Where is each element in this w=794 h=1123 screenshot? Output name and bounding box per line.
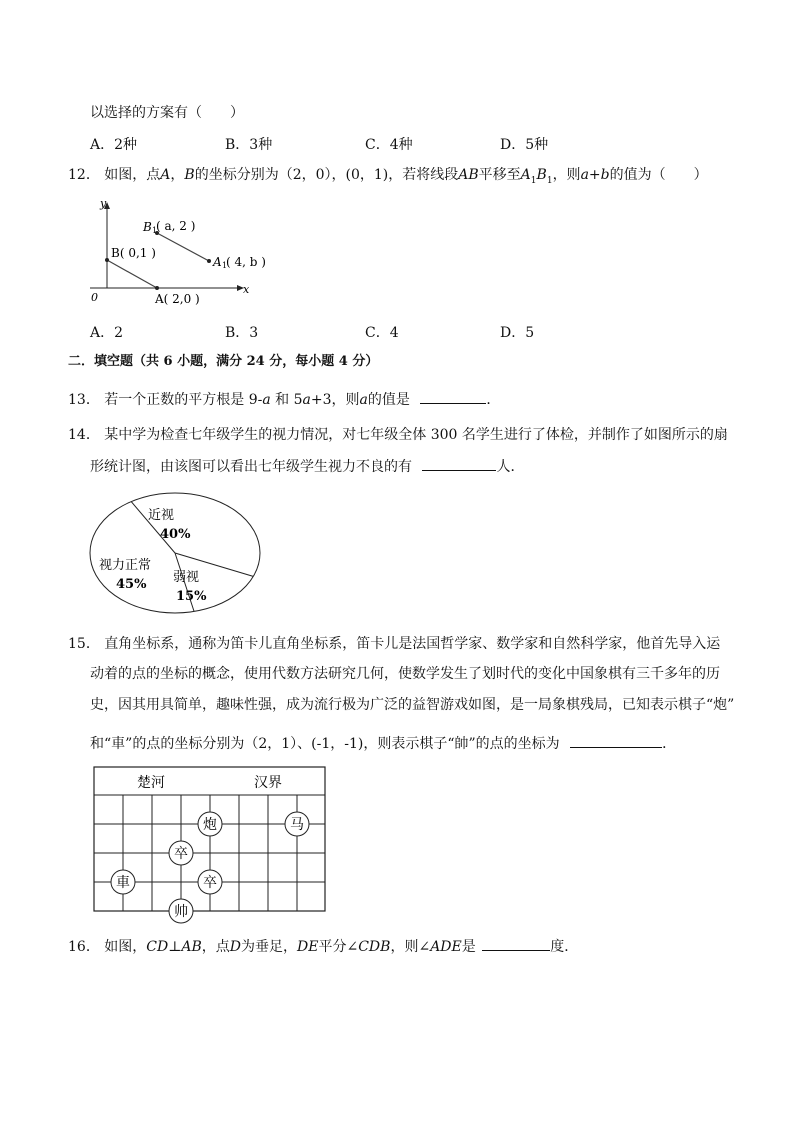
q12-stem: 12． 如图，点A，B的坐标分别为（2，0），(0，1)，若将线段AB平移至$A_1B_1$，则a+b的值为（ ） [68, 167, 708, 186]
point-b1-sub: 1 [152, 226, 158, 235]
q13-number: 13． [68, 392, 100, 408]
point-b1-coords: ( a, 2 ) [156, 219, 196, 233]
slice-label-ruoshi: 弱视 [173, 570, 200, 585]
x-axis-label: x [243, 283, 250, 296]
segment-a1b1 [157, 233, 209, 261]
q12-number: 12． [68, 167, 100, 183]
svg-text:卒: 卒 [174, 846, 188, 862]
piece-shuai [169, 899, 193, 923]
q12-option-c: C．4 [365, 325, 399, 341]
svg-text:帅: 帅 [174, 904, 188, 920]
q11-option-c: C．4种 [365, 137, 413, 153]
piece-ju [111, 870, 135, 894]
q15-chess-board [92, 765, 328, 925]
segment-ab [107, 260, 157, 288]
piece-zu-1 [169, 841, 193, 865]
q14-pie-chart [86, 490, 266, 620]
svg-text:車: 車 [116, 875, 130, 891]
piece-zu-2 [198, 870, 222, 894]
svg-text:炮: 炮 [203, 817, 217, 833]
svg-text:卒: 卒 [203, 875, 217, 891]
q12-option-b: B．3 [225, 325, 259, 341]
q15-answer-blank[interactable] [570, 733, 662, 748]
q11-option-d: D．5种 [500, 137, 549, 153]
piece-ma [285, 812, 309, 836]
river-left-label: 楚河 [137, 775, 165, 791]
q16-number: 16． [68, 939, 100, 955]
q15-number: 15． [68, 636, 100, 652]
y-axis-label: y [100, 197, 107, 210]
slice-value-jinshi: 40% [160, 527, 191, 542]
svg-text:马: 马 [290, 817, 304, 833]
q12-option-d: D．5 [500, 325, 535, 341]
q11-option-b: B．3种 [225, 137, 273, 153]
point-a1-label: A [213, 255, 222, 269]
q15-line2: 动着的点的坐标的概念，使用代数方法研究几何，使数学发生了划时代的变化中国象棋有三千多年的历 [90, 666, 720, 682]
q11-option-a: A．2种 [90, 137, 138, 153]
point-b [105, 258, 109, 262]
q15-line3: 史，因其用具简单，趣味性强，成为流行极为广泛的益智游戏如图，是一局象棋残局，已知表示棋子“炮” [90, 697, 735, 713]
point-a [155, 286, 159, 290]
q13-answer-blank[interactable] [420, 389, 486, 404]
slice-value-ruoshi: 15% [176, 589, 207, 604]
q14-line1: 14． 某中学为检查七年级学生的视力情况，对七年级全体 300 名学生进行了体检，并制作了如图所示的扇 [68, 427, 728, 443]
point-a-label: A( 2,0 ) [155, 292, 200, 306]
q14-number: 14． [68, 427, 100, 443]
q13-stem: 13． 若一个正数的平方根是 9-a 和 5a+3，则a的值是 ． [68, 389, 500, 410]
point-a1-sub: 1 [222, 261, 228, 270]
piece-pao [198, 812, 222, 836]
point-b1-label: B [143, 220, 152, 234]
q12-coordinate-figure [85, 195, 275, 307]
river-right-label: 汉界 [254, 775, 282, 791]
origin-label: 0 [91, 291, 98, 304]
q14-answer-blank[interactable] [422, 456, 496, 471]
point-a1 [207, 259, 211, 263]
q16-stem: 16． 如图，CD⊥AB，点D为垂足，DE平分∠CDB，则∠ADE是 度． [68, 936, 578, 957]
point-a1-coords: ( 4, b ) [226, 255, 266, 269]
q15-line1: 15． 直角坐标系，通称为笛卡儿直角坐标系，笛卡儿是法国哲学家、数学家和自然科学家，他首先导入运 [68, 636, 721, 652]
q11-continuation: 以选择的方案有（ ） [90, 105, 244, 121]
slice-label-jinshi: 近视 [148, 508, 175, 523]
point-b-label: B( 0,1 ) [111, 246, 156, 260]
q14-line2: 形统计图，由该图可以看出七年级学生视力不良的有 人． [90, 456, 524, 477]
slice-label-normal: 视力正常 [99, 558, 152, 573]
slice-value-normal: 45% [116, 577, 147, 592]
q15-line4: 和“車”的点的坐标分别为（2，1）、(-1，-1)，则表示棋子“帥”的点的坐标为 ． [90, 733, 676, 754]
q12-option-a: A．2 [90, 325, 124, 341]
section-heading: 二．填空题（共 6 小题，满分 24 分，每小题 4 分） [68, 354, 379, 369]
q16-answer-blank[interactable] [482, 936, 550, 951]
